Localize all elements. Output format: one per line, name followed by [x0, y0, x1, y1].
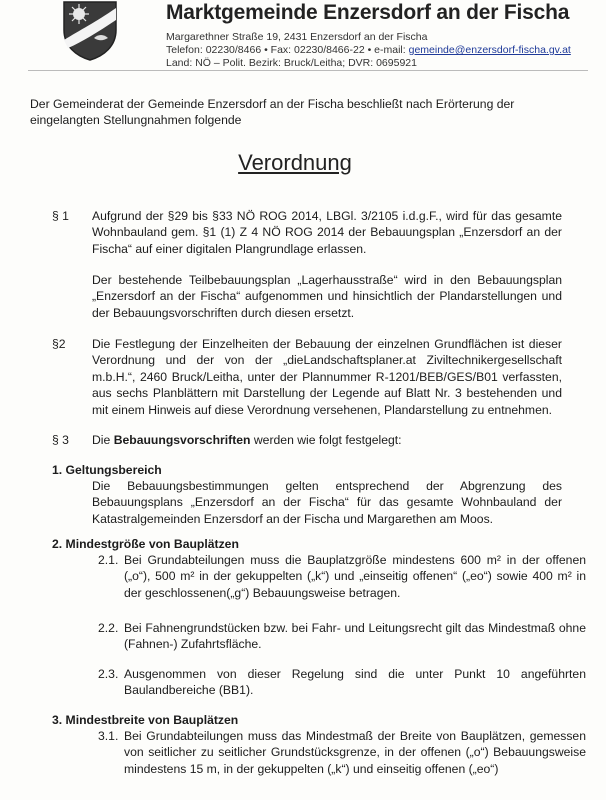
address-line: Margarethner Straße 19, 2431 Enzersdorf an der Fischa: [166, 31, 428, 43]
subitem-number: 2.3.: [98, 667, 119, 681]
section-1-paragraph-1: Aufgrund der §29 bis §33 NÖ ROG 2014, LBGl. 3/2105 i.d.g.F., wird für das gesamte Wohnbauland gem. §1 (1) Z 4 NÖ ROG 2014 der Bebauungsplan „Enzersdorf an der Fischa“ auf einer digitalen Plangrundlage erlassen.: [92, 209, 562, 256]
subitem-number: 2.2.: [98, 621, 119, 635]
coat-of-arms-icon: [60, 0, 120, 62]
item-heading: 1. Geltungsbereich: [52, 463, 162, 477]
section-number: § 1: [52, 209, 69, 223]
subitem-text: Bei Grundabteilungen muss das Mindestmaß der Breite von Bauplätzen, gemessen von seitlicher zu seitlicher Grundstücksgrenze, in der offenen („o“) Bebauungsweise mindestens 15 m, in der gekuppelten („k“) und einseitig offenen („eo“): [124, 729, 586, 776]
contact-line: [166, 44, 571, 56]
header-divider: [28, 70, 588, 71]
subitem-text: Bei Grundabteilungen muss die Bauplatzgröße mindestens 600 m² in der offenen („o“), 500 m² in der gekuppelten („k“) und „einseitig offenen“ („eo“) sowie 400 m² in der geschlossenen(„g“) Bebauungsweise betragen.: [124, 553, 586, 600]
document-title: Verordnung: [238, 150, 352, 175]
section-number: §2: [52, 337, 66, 351]
section-2-paragraph: Die Festlegung der Einzelheiten der Bebauung der einzelnen Grundflächen ist dieser Verordnung und der von der „dieLandschaftsplaner.at Ziviltechnikergesellschaft m.b.H.“, 2460 Bruck/Leitha, unter der Plannummer R-1201/BEB/GES/B01 verfassten, aus sechs Planblättern mit Darstellung der Legende auf Blatt Nr. 3 bestehenden und mit einem Hinweis auf diese Verordnung versehenen, Plandarstellung zu entnehmen.: [92, 337, 562, 417]
registry-line: Land: NÖ – Polit. Bezirk: Bruck/Leitha; DVR: 0695921: [166, 57, 417, 69]
item-heading: 2. Mindestgröße von Bauplätzen: [52, 537, 239, 551]
subitem-text: Ausgenommen von dieser Regelung sind die unter Punkt 10 angeführten Baulandbereiche (BB1).: [124, 667, 586, 698]
subitem-text: Bei Fahnengrundstücken bzw. bei Fahr- und Leitungsrecht gilt das Mindestmaß ohne (Fahnen-) Zufahrtsfläche.: [124, 621, 586, 652]
intro-text: Der Gemeinderat der Gemeinde Enzersdorf an der Fischa beschließt nach Erörterung der eingelangten Stellungnahmen folgende: [30, 97, 515, 128]
section-number: § 3: [52, 433, 69, 447]
section-3-lead: [92, 432, 562, 448]
lead-emphasis: Bebauungsvorschriften: [113, 433, 251, 447]
lead-text: Die: [92, 433, 114, 447]
lead-text: werden wie folgt festgelegt:: [250, 433, 402, 447]
contact-info: Telefon: 02230/8466 • Fax: 02230/8466-22 • e-mail:: [166, 44, 409, 56]
subitem-number: 3.1.: [98, 729, 119, 743]
item-text: Die Bebauungsbestimmungen gelten entsprechend der Abgrenzung des Bebauungsplans „Enzersdorf an der Fischa“ für das gesamte Wohnbauland der Katastralgemeinden Enzersdorf an der Fischa und Margarethen am Moos.: [92, 479, 562, 526]
section-1-paragraph-2: Der bestehende Teilbebauungsplan „Lagerhausstraße“ wird in den Bebauungsplan „Enzersdorf an der Fischa“ aufgenommen und hinsichtlich der Plandarstellungen und der Bebauungsvorschriften durch diesen ersetzt.: [92, 273, 562, 320]
subitem-number: 2.1.: [98, 553, 119, 567]
email-link[interactable]: gemeinde@enzersdorf-fischa.gv.at: [408, 44, 571, 56]
municipality-name: Marktgemeinde Enzersdorf an der Fischa: [166, 1, 570, 24]
item-heading: 3. Mindestbreite von Bauplätzen: [52, 713, 239, 727]
